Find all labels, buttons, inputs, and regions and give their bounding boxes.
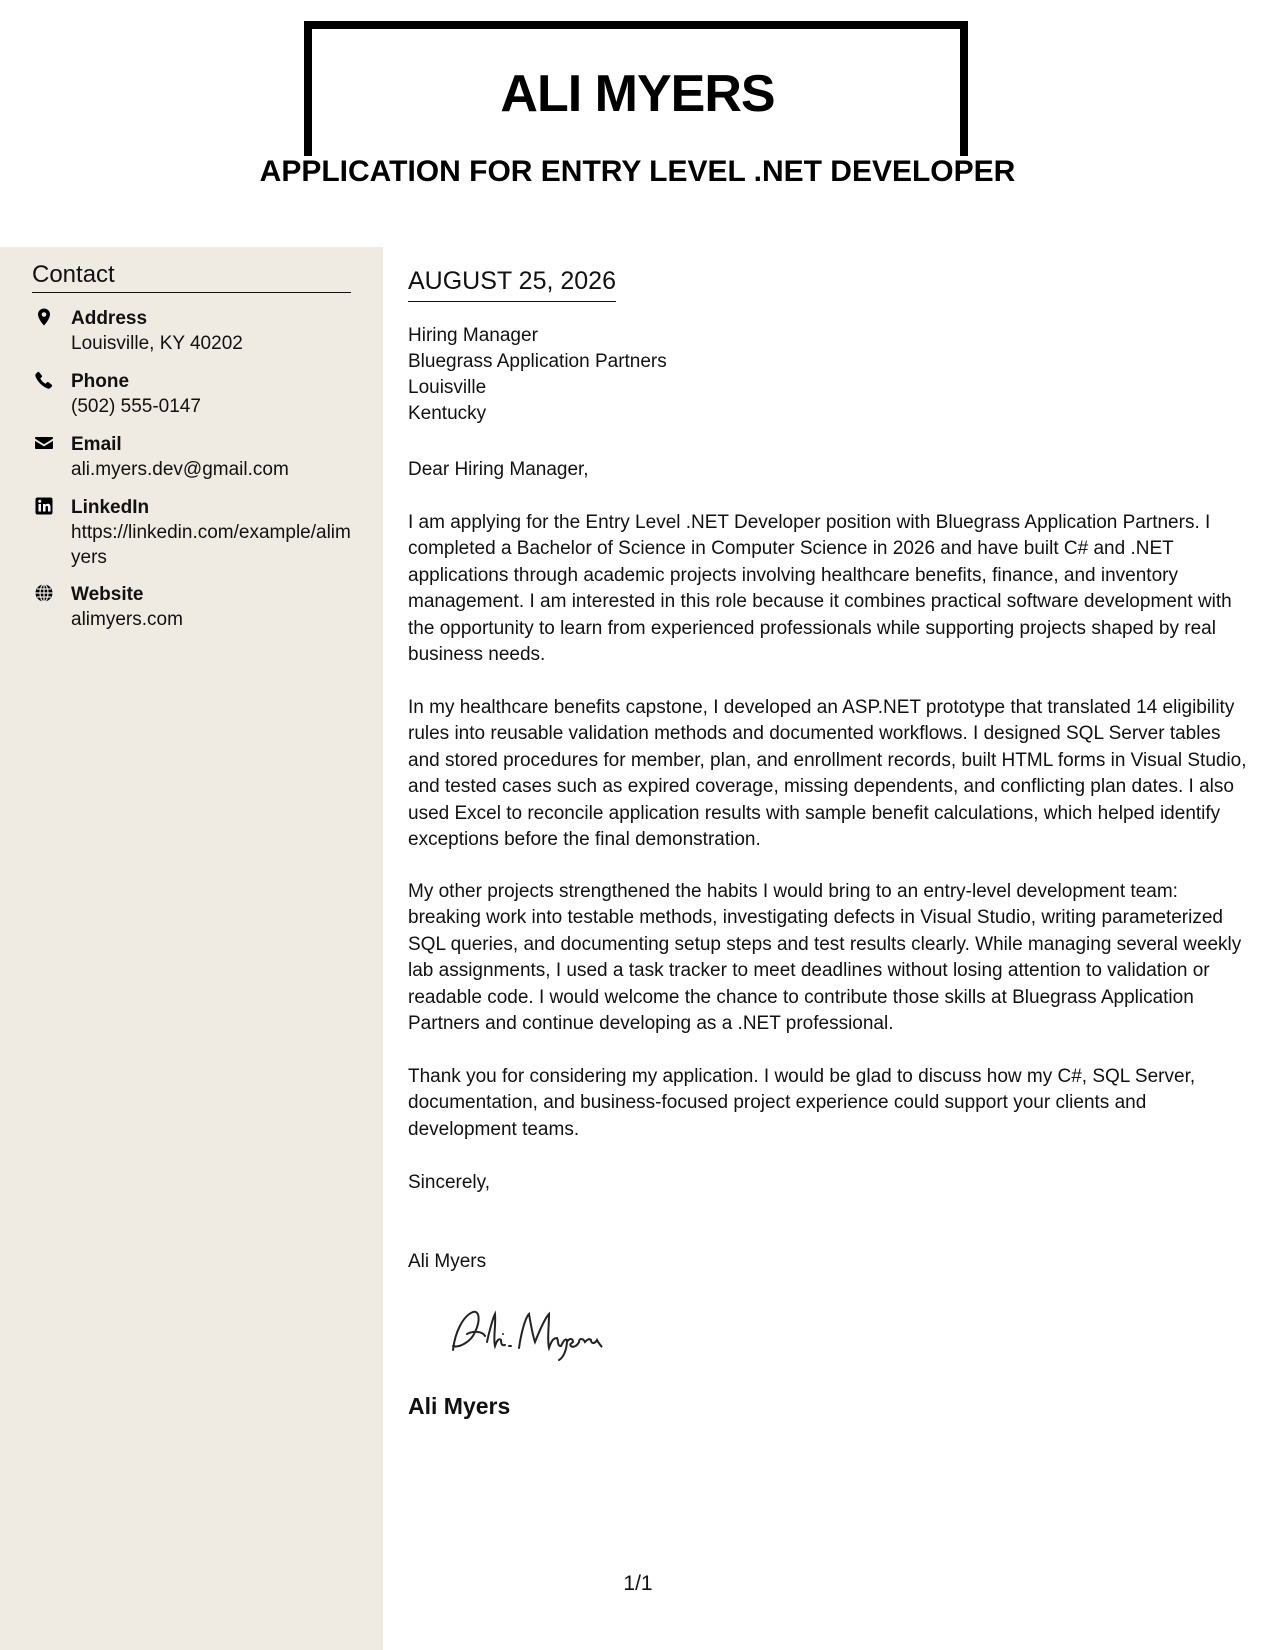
contact-label: Phone: [71, 371, 130, 392]
globe-icon: [34, 583, 54, 603]
map-pin-icon: [34, 307, 54, 327]
body-paragraph: In my healthcare benefits capstone, I developed an ASP.NET prototype that translated 14 eligibility rules into reusable validation methods and documented workflows. I designed SQL Server tables and stored procedures for member, plan, and enrollment records, built HTML forms in Visual Studio, and tested cases such as expired coverage, missing dependents, and conflicting plan dates. I also used Excel to reconcile application results with sample benefit calculations, which helped identify exceptions before the final demonstration.: [408, 697, 1247, 851]
application-title: APPLICATION FOR ENTRY LEVEL .NET DEVELOPER: [259, 155, 1016, 188]
linkedin-icon: [34, 496, 54, 516]
contact-label: Address: [71, 308, 148, 329]
recipient-line: Kentucky: [408, 403, 487, 424]
salutation: Dear Hiring Manager,: [408, 459, 589, 480]
contact-link[interactable]: https://linkedin.com/example/alimyers: [71, 522, 351, 568]
letter-date: AUGUST 25, 2026: [408, 265, 616, 302]
body-paragraph: I am applying for the Entry Level .NET Developer position with Bluegrass Application Partners. I completed a Bachelor of Science in Computer Science in 2026 and have built C# and .NET applications through academic projects involving healthcare benefits, finance, and inventory management. I am interested in this role because it combines practical software development with the opportunity to learn from experienced professionals while supporting projects shaped by real business needs.: [408, 512, 1232, 666]
envelope-icon: [34, 433, 54, 453]
signature-image: [445, 1302, 635, 1362]
contact-value: ali.myers.dev@gmail.com: [71, 459, 289, 480]
contact-value: Louisville, KY 40202: [71, 333, 243, 354]
signer-name: Ali Myers: [408, 1251, 487, 1272]
recipient-line: Hiring Manager: [408, 325, 538, 346]
contact-value: (502) 555-0147: [71, 396, 201, 417]
body-paragraph: Thank you for considering my application. I would be glad to discuss how my C#, SQL Server, documentation, and business-focused project experience could support your clients and development teams.: [408, 1066, 1196, 1140]
phone-icon: [34, 370, 54, 390]
contact-label: Website: [71, 584, 144, 605]
recipient-block: [408, 323, 667, 427]
contact-link[interactable]: alimyers.com: [71, 609, 183, 630]
recipient-line: Bluegrass Application Partners: [408, 351, 667, 372]
signature-name: Ali Myers: [408, 1393, 511, 1419]
applicant-name: ALI MYERS: [500, 65, 775, 123]
closing: Sincerely,: [408, 1172, 491, 1193]
contact-heading: Contact: [32, 260, 351, 293]
body-paragraph: My other projects strengthened the habits I would bring to an entry-level development team: breaking work into testable methods, investigating defects in Visual Studio, writing parameterized SQL queries, and documenting setup steps and test results clearly. While managing several weekly lab assignments, I used a task tracker to meet deadlines without losing attention to validation or readable code. I would welcome the chance to contribute those skills at Bluegrass Application Partners and continue developing as a .NET professional.: [408, 881, 1242, 1035]
contact-label: LinkedIn: [71, 497, 150, 518]
page-number: 1/1: [623, 1572, 653, 1595]
contact-label: Email: [71, 434, 122, 455]
recipient-line: Louisville: [408, 377, 487, 398]
